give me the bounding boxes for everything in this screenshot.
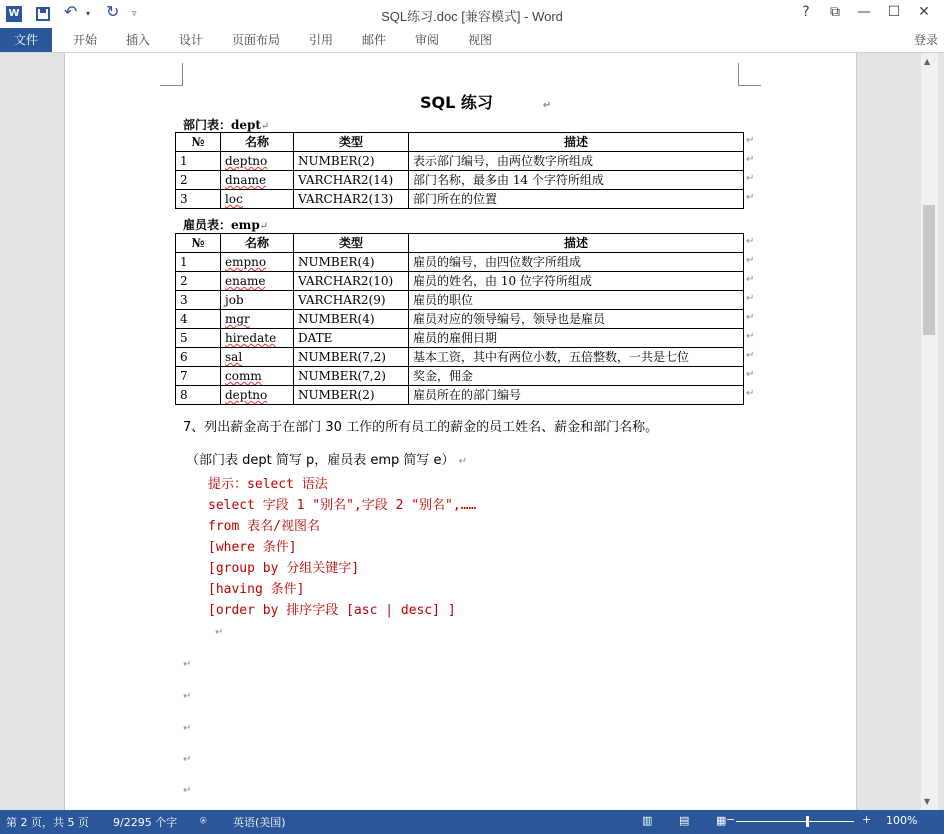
cell-type: DATE xyxy=(294,329,409,348)
cell-no: 5 xyxy=(176,329,221,348)
cell-no: 2 xyxy=(176,171,221,190)
document-area xyxy=(0,53,944,810)
paragraph-mark: ↵ xyxy=(183,691,192,702)
emp-table xyxy=(175,233,744,405)
cell-name: deptno xyxy=(221,152,294,171)
question-7: 7、列出薪金高于在部门 30 工作的所有员工的薪金的员工姓名、薪金和部门名称。 xyxy=(183,420,659,435)
cell-no: 8 xyxy=(176,386,221,405)
tab-page-layout[interactable]: 页面布局 xyxy=(232,33,281,47)
cell-desc: 雇员所在的部门编号 xyxy=(409,386,744,405)
row-end-mark: ↵ xyxy=(746,153,755,165)
cell-desc: 基本工资，其中有两位小数，五倍整数，一共是七位 xyxy=(409,348,744,367)
row-end-mark: ↵ xyxy=(746,273,755,285)
hint-line-4: [where 条件] xyxy=(208,540,297,555)
cell-name: ename xyxy=(221,272,294,291)
table-row xyxy=(176,152,744,171)
word-count[interactable]: 9/2295 个字 xyxy=(113,816,178,829)
hint-line-7: [order by 排序字段 [asc | desc] ] xyxy=(208,603,456,618)
paragraph-mark: ↵ xyxy=(183,754,192,765)
cell-desc: 部门名称，最多由 14 个字符所组成 xyxy=(409,171,744,190)
cell-no: 2 xyxy=(176,272,221,291)
proofing-icon[interactable]: ⍟ xyxy=(200,814,207,827)
zoom-out-button[interactable]: − xyxy=(726,813,736,826)
table-header-row xyxy=(176,133,744,152)
row-end-mark: ↵ xyxy=(746,235,755,247)
hint-line-1: 提示：select 语法 xyxy=(208,477,328,492)
cell-desc: 表示部门编号，由两位数字所组成 xyxy=(409,152,744,171)
cell-name: empno xyxy=(221,253,294,272)
customize-toolbar-icon[interactable]: ▿ xyxy=(132,9,137,19)
cell-type: NUMBER(2) xyxy=(294,386,409,405)
header-name: 名称 xyxy=(221,133,294,152)
table-row xyxy=(176,171,744,190)
row-end-mark: ↵ xyxy=(746,311,755,323)
page-title: SQL 练习 ↵ xyxy=(420,93,552,112)
word-app-icon[interactable]: W xyxy=(6,6,22,22)
hint-line-6: [having 条件] xyxy=(208,582,305,597)
page-count[interactable]: 第 2 页，共 5 页 xyxy=(6,816,89,829)
table-row xyxy=(176,253,744,272)
cell-desc: 雇员对应的领导编号，领导也是雇员 xyxy=(409,310,744,329)
table-row xyxy=(176,367,744,386)
row-end-mark: ↵ xyxy=(746,254,755,266)
table-row xyxy=(176,272,744,291)
cell-desc: 雇员的姓名，由 10 位字符所组成 xyxy=(409,272,744,291)
tab-insert[interactable]: 插入 xyxy=(126,33,151,47)
undo-icon[interactable]: ↶ xyxy=(64,2,78,21)
cell-type: NUMBER(7,2) xyxy=(294,367,409,386)
tab-view[interactable]: 视图 xyxy=(468,33,493,47)
scroll-down-icon[interactable]: ▼ xyxy=(924,797,931,806)
row-end-mark: ↵ xyxy=(746,368,755,380)
cell-no: 3 xyxy=(176,190,221,209)
paragraph-mark: ↵ xyxy=(215,627,224,638)
cell-name: comm xyxy=(221,367,294,386)
cell-no: 7 xyxy=(176,367,221,386)
header-no: № xyxy=(176,234,221,253)
table-row xyxy=(176,190,744,209)
header-desc: 描述 xyxy=(409,133,744,152)
cell-type: VARCHAR2(10) xyxy=(294,272,409,291)
language-indicator[interactable]: 英语(美国) xyxy=(233,816,286,829)
zoom-in-button[interactable]: + xyxy=(862,813,872,826)
vertical-scrollbar[interactable] xyxy=(921,53,938,810)
sign-in-link[interactable]: 登录 xyxy=(913,33,938,47)
status-bar xyxy=(0,810,944,834)
zoom-level[interactable]: 100% xyxy=(886,814,918,827)
table-row xyxy=(176,329,744,348)
title-bar xyxy=(0,0,944,28)
tab-references[interactable]: 引用 xyxy=(309,33,334,47)
tab-home[interactable]: 开始 xyxy=(73,33,98,47)
print-layout-icon[interactable]: ▤ xyxy=(679,814,690,827)
dept-table xyxy=(175,132,744,209)
cell-name: dname xyxy=(221,171,294,190)
ribbon-tabs xyxy=(0,28,944,53)
alias-note: （部门表 dept 简写 p，雇员表 emp 简写 e） ↵ xyxy=(186,453,467,468)
hint-line-2: select 字段 1 "别名",字段 2 "别名",…… xyxy=(208,498,477,513)
close-button[interactable]: ✕ xyxy=(918,4,930,20)
web-layout-icon[interactable]: ▦ xyxy=(716,814,727,827)
cell-name: job xyxy=(221,291,294,310)
emp-table-label: 雇员表：emp↵ xyxy=(183,218,269,232)
header-name: 名称 xyxy=(221,234,294,253)
cell-desc: 部门所在的位置 xyxy=(409,190,744,209)
table-header-row xyxy=(176,234,744,253)
tab-file[interactable]: 文件 xyxy=(0,28,52,52)
dept-table-label: 部门表：dept↵ xyxy=(183,118,270,132)
table-row xyxy=(176,310,744,329)
cell-type: NUMBER(7,2) xyxy=(294,348,409,367)
paragraph-mark: ↵ xyxy=(183,659,192,670)
cell-desc: 雇员的雇佣日期 xyxy=(409,329,744,348)
scroll-thumb[interactable] xyxy=(923,205,935,335)
cell-no: 1 xyxy=(176,253,221,272)
row-end-mark: ↵ xyxy=(746,330,755,342)
cell-name: loc xyxy=(221,190,294,209)
paragraph-mark: ↵ xyxy=(183,785,192,796)
crop-mark-left xyxy=(160,63,183,86)
redo-icon[interactable]: ↻ xyxy=(106,2,120,21)
row-end-mark: ↵ xyxy=(746,349,755,361)
cell-name: deptno xyxy=(221,386,294,405)
cell-name: hiredate xyxy=(221,329,294,348)
help-button[interactable]: ? xyxy=(802,4,810,20)
row-end-mark: ↵ xyxy=(746,387,755,399)
hint-line-5: [group by 分组关键字] xyxy=(208,561,360,576)
table-row xyxy=(176,291,744,310)
window-title: SQL练习.doc [兼容模式] - Word xyxy=(381,9,563,24)
row-end-mark: ↵ xyxy=(746,172,755,184)
cell-type: NUMBER(4) xyxy=(294,253,409,272)
cell-no: 4 xyxy=(176,310,221,329)
cell-desc: 奖金，佣金 xyxy=(409,367,744,386)
hint-line-3: from 表名/视图名 xyxy=(208,519,320,534)
cell-no: 1 xyxy=(176,152,221,171)
undo-dropdown-icon[interactable]: ▾ xyxy=(86,9,91,18)
maximize-button[interactable]: ☐ xyxy=(887,4,901,20)
cell-name: sal xyxy=(221,348,294,367)
cell-type: VARCHAR2(9) xyxy=(294,291,409,310)
read-mode-icon[interactable]: ▥ xyxy=(642,814,653,827)
cell-desc: 雇员的职位 xyxy=(409,291,744,310)
row-end-mark: ↵ xyxy=(746,191,755,203)
cell-no: 6 xyxy=(176,348,221,367)
row-end-mark: ↵ xyxy=(746,292,755,304)
ribbon-display-options-button[interactable]: ⧉ xyxy=(830,4,840,20)
scroll-up-icon[interactable]: ▲ xyxy=(924,57,931,66)
table-row xyxy=(176,348,744,367)
table-row xyxy=(176,386,744,405)
cell-desc: 雇员的编号，由四位数字所组成 xyxy=(409,253,744,272)
header-no: № xyxy=(176,133,221,152)
header-type: 类型 xyxy=(294,133,409,152)
tab-review[interactable]: 审阅 xyxy=(415,33,440,47)
zoom-slider[interactable] xyxy=(736,821,854,822)
header-desc: 描述 xyxy=(409,234,744,253)
header-type: 类型 xyxy=(294,234,409,253)
paragraph-mark: ↵ xyxy=(183,723,192,734)
tab-mailings[interactable]: 邮件 xyxy=(362,33,387,47)
cell-no: 3 xyxy=(176,291,221,310)
cell-name: mgr xyxy=(221,310,294,329)
tab-design[interactable]: 设计 xyxy=(179,33,204,47)
cell-type: NUMBER(2) xyxy=(294,152,409,171)
zoom-slider-thumb[interactable] xyxy=(806,816,809,827)
row-end-mark: ↵ xyxy=(746,134,755,146)
cell-type: VARCHAR2(13) xyxy=(294,190,409,209)
cell-type: NUMBER(4) xyxy=(294,310,409,329)
minimize-button[interactable]: — xyxy=(857,4,871,20)
cell-type: VARCHAR2(14) xyxy=(294,171,409,190)
crop-mark-right xyxy=(738,63,761,86)
